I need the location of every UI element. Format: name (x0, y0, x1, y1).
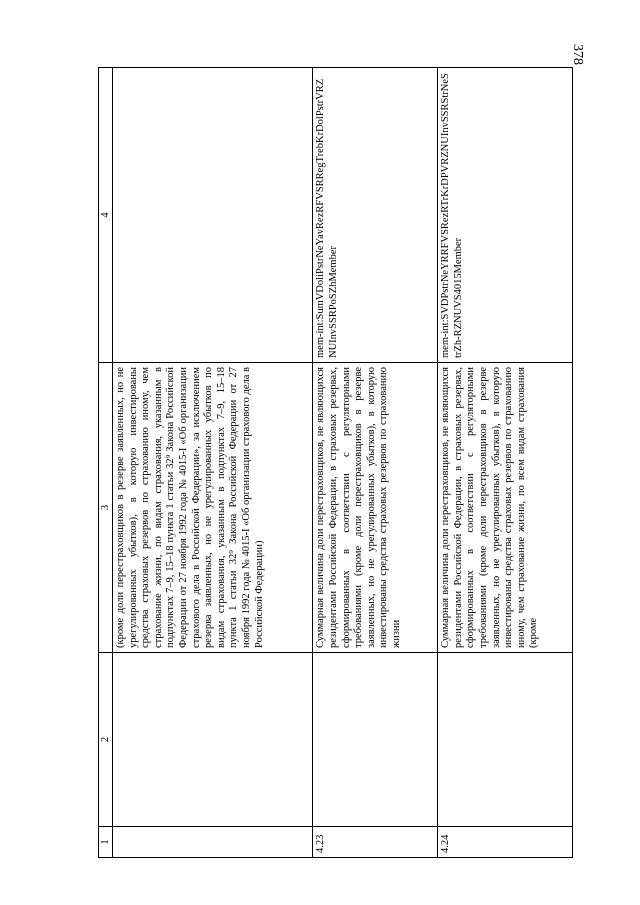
table-row (438, 68, 573, 858)
table-header-row (99, 68, 113, 858)
row-number: 4.24 (438, 827, 573, 858)
document-table (98, 67, 573, 858)
column-header: 3 (99, 363, 113, 653)
rotated-table-wrapper (98, 68, 573, 858)
row-number (113, 827, 313, 858)
column-header: 2 (99, 653, 113, 827)
row-number: 4.23 (313, 827, 438, 858)
row-name (313, 653, 438, 827)
column-header: 4 (99, 68, 113, 363)
row-code (113, 68, 313, 363)
page-number: 378 (570, 44, 585, 65)
row-name (113, 653, 313, 827)
row-description: Суммарная величина доли перестраховщиков, не являющихся резидентами Российской Федерации, в страховых резервах, сформированных в соответствии с регуляторными требованиями (кроме доли перестраховщиков в резерве заявленных, но не урегулированных убытков), в которую инвестированы средства страховых резервов по страхованию иному, чем страхование жизни, по всем видам страхования (кроме (438, 363, 573, 653)
row-description: (кроме доли перестраховщиков в резерве заявленных, но не урегулированных убытков), в которую инвестированы средства страховых резервов по страхованию иному, чем страхование жизни, по видам страхования, указанным в подпунктах 7–9, 15–18 пункта 1 статьи 32⁹ Закона Российской Федерации от 27 ноября 1992 года № 4015-I «Об организации страхового дела в Российской Федерации», за исключением резерва заявленных, но не урегулированных убытков по видам страхования, указанным в подпунктах 7–9, 15–18 пункта 1 статьи 32⁹ Закона Российской Федерации от 27 ноября 1992 года № 4015-I «Об организации страхового дела в Российской Федерации) (113, 363, 313, 653)
row-description: Суммарная величина доли перестраховщиков, не являющихся резидентами Российской Федерации, в страховых резервах, сформированных в соответствии с регуляторными требованиями (кроме доли перестраховщиков в резерве заявленных, но не урегулированных убытков), в которую инвестированы средства страховых резервов по страхованию жизни (313, 363, 438, 653)
column-header: 1 (99, 827, 113, 858)
row-code: mem-int:SumVDoliPstrNeYavRezRFVSRRegTrebKrDolPstrVRZNUInvSSRPoSZhMember (313, 68, 438, 363)
table-row (113, 68, 313, 858)
table-row (313, 68, 438, 858)
row-code: mem-int:SVDPstrNeYRRFVSRezRTrKrDPVRZNUInvSSRStrNeStrZh-RZNUVS4015Member (438, 68, 573, 363)
row-name (438, 653, 573, 827)
